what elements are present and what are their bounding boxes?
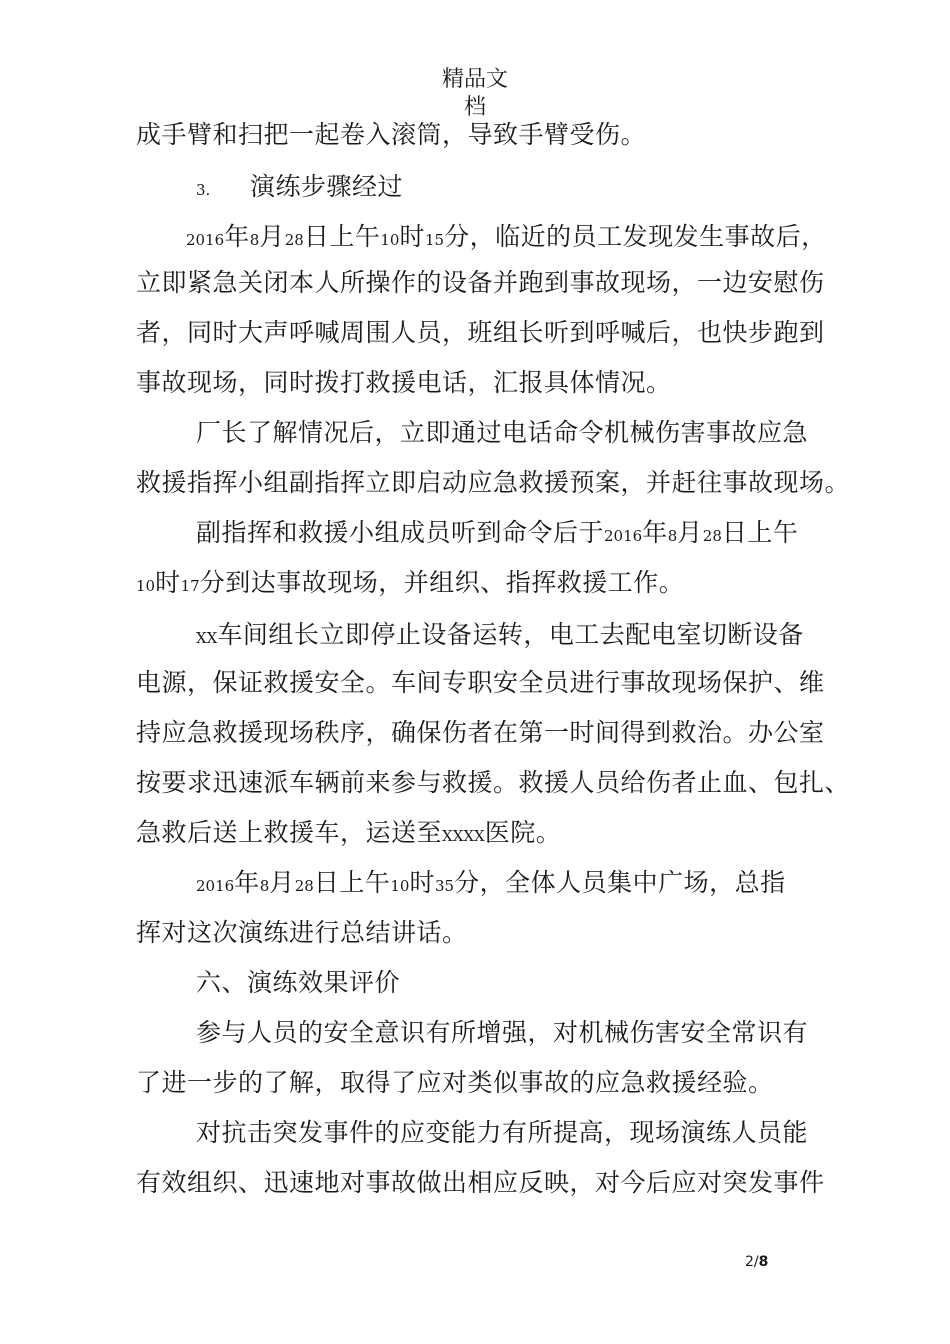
paragraph-line: 对抗击突发事件的应变能力有所提高，现场演练人员能: [196, 1118, 809, 1147]
paragraph-line: 副指挥和救援小组成员听到命令后于2016年8月28日上午: [196, 518, 799, 547]
paragraph-line: 有效组织、迅速地对事故做出相应反映，对今后应对突发事件: [136, 1168, 825, 1197]
paragraph-line: 厂长了解情况后，立即通过电话命令机械伤害事故应急: [196, 418, 809, 447]
section-heading: 六、演练效果评价: [196, 968, 401, 997]
section-heading: 3.: [196, 181, 211, 199]
paragraph-line: 事故现场，同时拨打救援电话，汇报具体情况。: [136, 368, 672, 397]
paragraph-line: 10时17分到达事故现场，并组织、指挥救援工作。: [136, 568, 685, 597]
paragraph-line: 挥对这次演练进行总结讲话。: [136, 918, 468, 947]
paragraph-line: 者，同时大声呼喊周围人员，班组长听到呼喊后，也快步跑到: [136, 318, 825, 347]
paragraph-line: 2016年8月28日上午10时35分，全体人员集中广场，总指: [196, 868, 786, 897]
paragraph-line: 救援指挥小组副指挥立即启动应急救援预案，并赶往事故现场。: [136, 468, 851, 497]
paragraph-line: 持应急救援现场秩序，确保伤者在第一时间得到救治。办公室: [136, 718, 825, 747]
header-line-1: 精品文: [441, 67, 508, 92]
header-line-2: 档: [463, 95, 486, 120]
page-number: 2/8: [745, 1254, 769, 1270]
paragraph-line: 2016年8月28日上午10时15分，临近的员工发现发生事故后，: [186, 222, 827, 251]
page-header: [0, 66, 950, 122]
paragraph-line: 急救后送上救援车，运送至XXXX医院。: [136, 818, 562, 847]
paragraph-line: 按要求迅速派车辆前来参与救援。救援人员给伤者止血、包扎、: [136, 768, 851, 797]
paragraph-line: 参与人员的安全意识有所增强，对机械伤害安全常识有: [196, 1018, 809, 1047]
paragraph-line: 了进一步的了解，取得了应对类似事故的应急救援经验。: [136, 1068, 774, 1097]
paragraph-line: 立即紧急关闭本人所操作的设备并跑到事故现场，一边安慰伤: [136, 268, 825, 297]
paragraph-line: 成手臂和扫把一起卷入滚筒，导致手臂受伤。: [136, 120, 647, 149]
paragraph-line: XX车间组长立即停止设备运转，电工去配电室切断设备: [196, 620, 804, 649]
section-heading-text: 演练步骤经过: [250, 172, 404, 201]
paragraph-line: 电源，保证救援安全。车间专职安全员进行事故现场保护、维: [136, 668, 825, 697]
